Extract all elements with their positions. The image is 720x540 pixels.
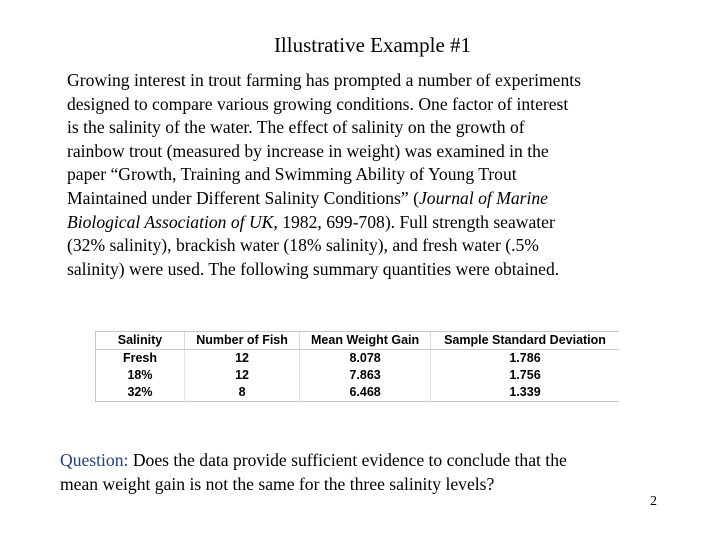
- table-cell: 6.468: [300, 384, 431, 402]
- column-header-salinity: Salinity: [96, 332, 185, 350]
- table-cell: 1.786: [509, 351, 541, 365]
- table-cell: 7.863: [300, 367, 431, 384]
- paragraph-text: , 1982, 699-708). Full strength seawater: [273, 211, 555, 232]
- journal-name-cont: Biological Association of UK: [67, 211, 274, 232]
- table-cell: 32%: [96, 384, 185, 402]
- table-cell: 1.339: [509, 385, 541, 399]
- slide-title: Illustrative Example #1: [273, 33, 472, 57]
- summary-table: [95, 331, 619, 402]
- table-cell: 8.078: [300, 350, 431, 368]
- summary-table-container: [95, 331, 619, 401]
- column-header-std-dev: Sample Standard Deviation: [431, 332, 619, 350]
- paragraph-line: paper “Growth, Training and Swimming Ability of Young Trout: [67, 164, 517, 185]
- table-cell: 1.756: [509, 368, 541, 382]
- table-cell: Fresh: [96, 350, 185, 368]
- column-header-number-of-fish: Number of Fish: [184, 332, 299, 350]
- paragraph-line: (32% salinity), brackish water (18% salinity), and fresh water (.5%: [67, 235, 539, 256]
- journal-name: Journal of Marine: [418, 187, 548, 208]
- table-cell: 12: [184, 350, 299, 368]
- question-label: Question:: [60, 450, 129, 470]
- question-text-cont: mean weight gain is not the same for the three salinity levels?: [60, 473, 495, 494]
- table-row: [96, 350, 620, 368]
- paragraph-line: designed to compare various growing conditions. One factor of interest: [67, 93, 569, 114]
- question-text: Does the data provide sufficient evidence to conclude that the: [128, 450, 567, 470]
- paragraph-line: is the salinity of the water. The effect of salinity on the growth of: [67, 117, 525, 138]
- description-paragraph: [67, 69, 667, 281]
- paragraph-line: Growing interest in trout farming has prompted a number of experiments: [67, 70, 581, 90]
- table-cell: 8: [184, 384, 299, 402]
- page-number: 2: [650, 494, 657, 509]
- paragraph-line: [67, 211, 667, 235]
- table-header-row: [96, 332, 620, 350]
- paragraph-text: Maintained under Different Salinity Conditions” (: [67, 187, 419, 208]
- paragraph-line: salinity) were used. The following summary quantities were obtained.: [67, 258, 560, 279]
- table-row: [96, 384, 620, 402]
- paragraph-line: [67, 187, 667, 211]
- column-header-mean-weight-gain: Mean Weight Gain: [300, 332, 431, 350]
- paragraph-line: rainbow trout (measured by increase in weight) was examined in the: [67, 140, 549, 161]
- table-row: [96, 367, 620, 384]
- question-block: [60, 449, 680, 496]
- table-cell: 12: [184, 367, 299, 384]
- table-cell: 18%: [96, 367, 185, 384]
